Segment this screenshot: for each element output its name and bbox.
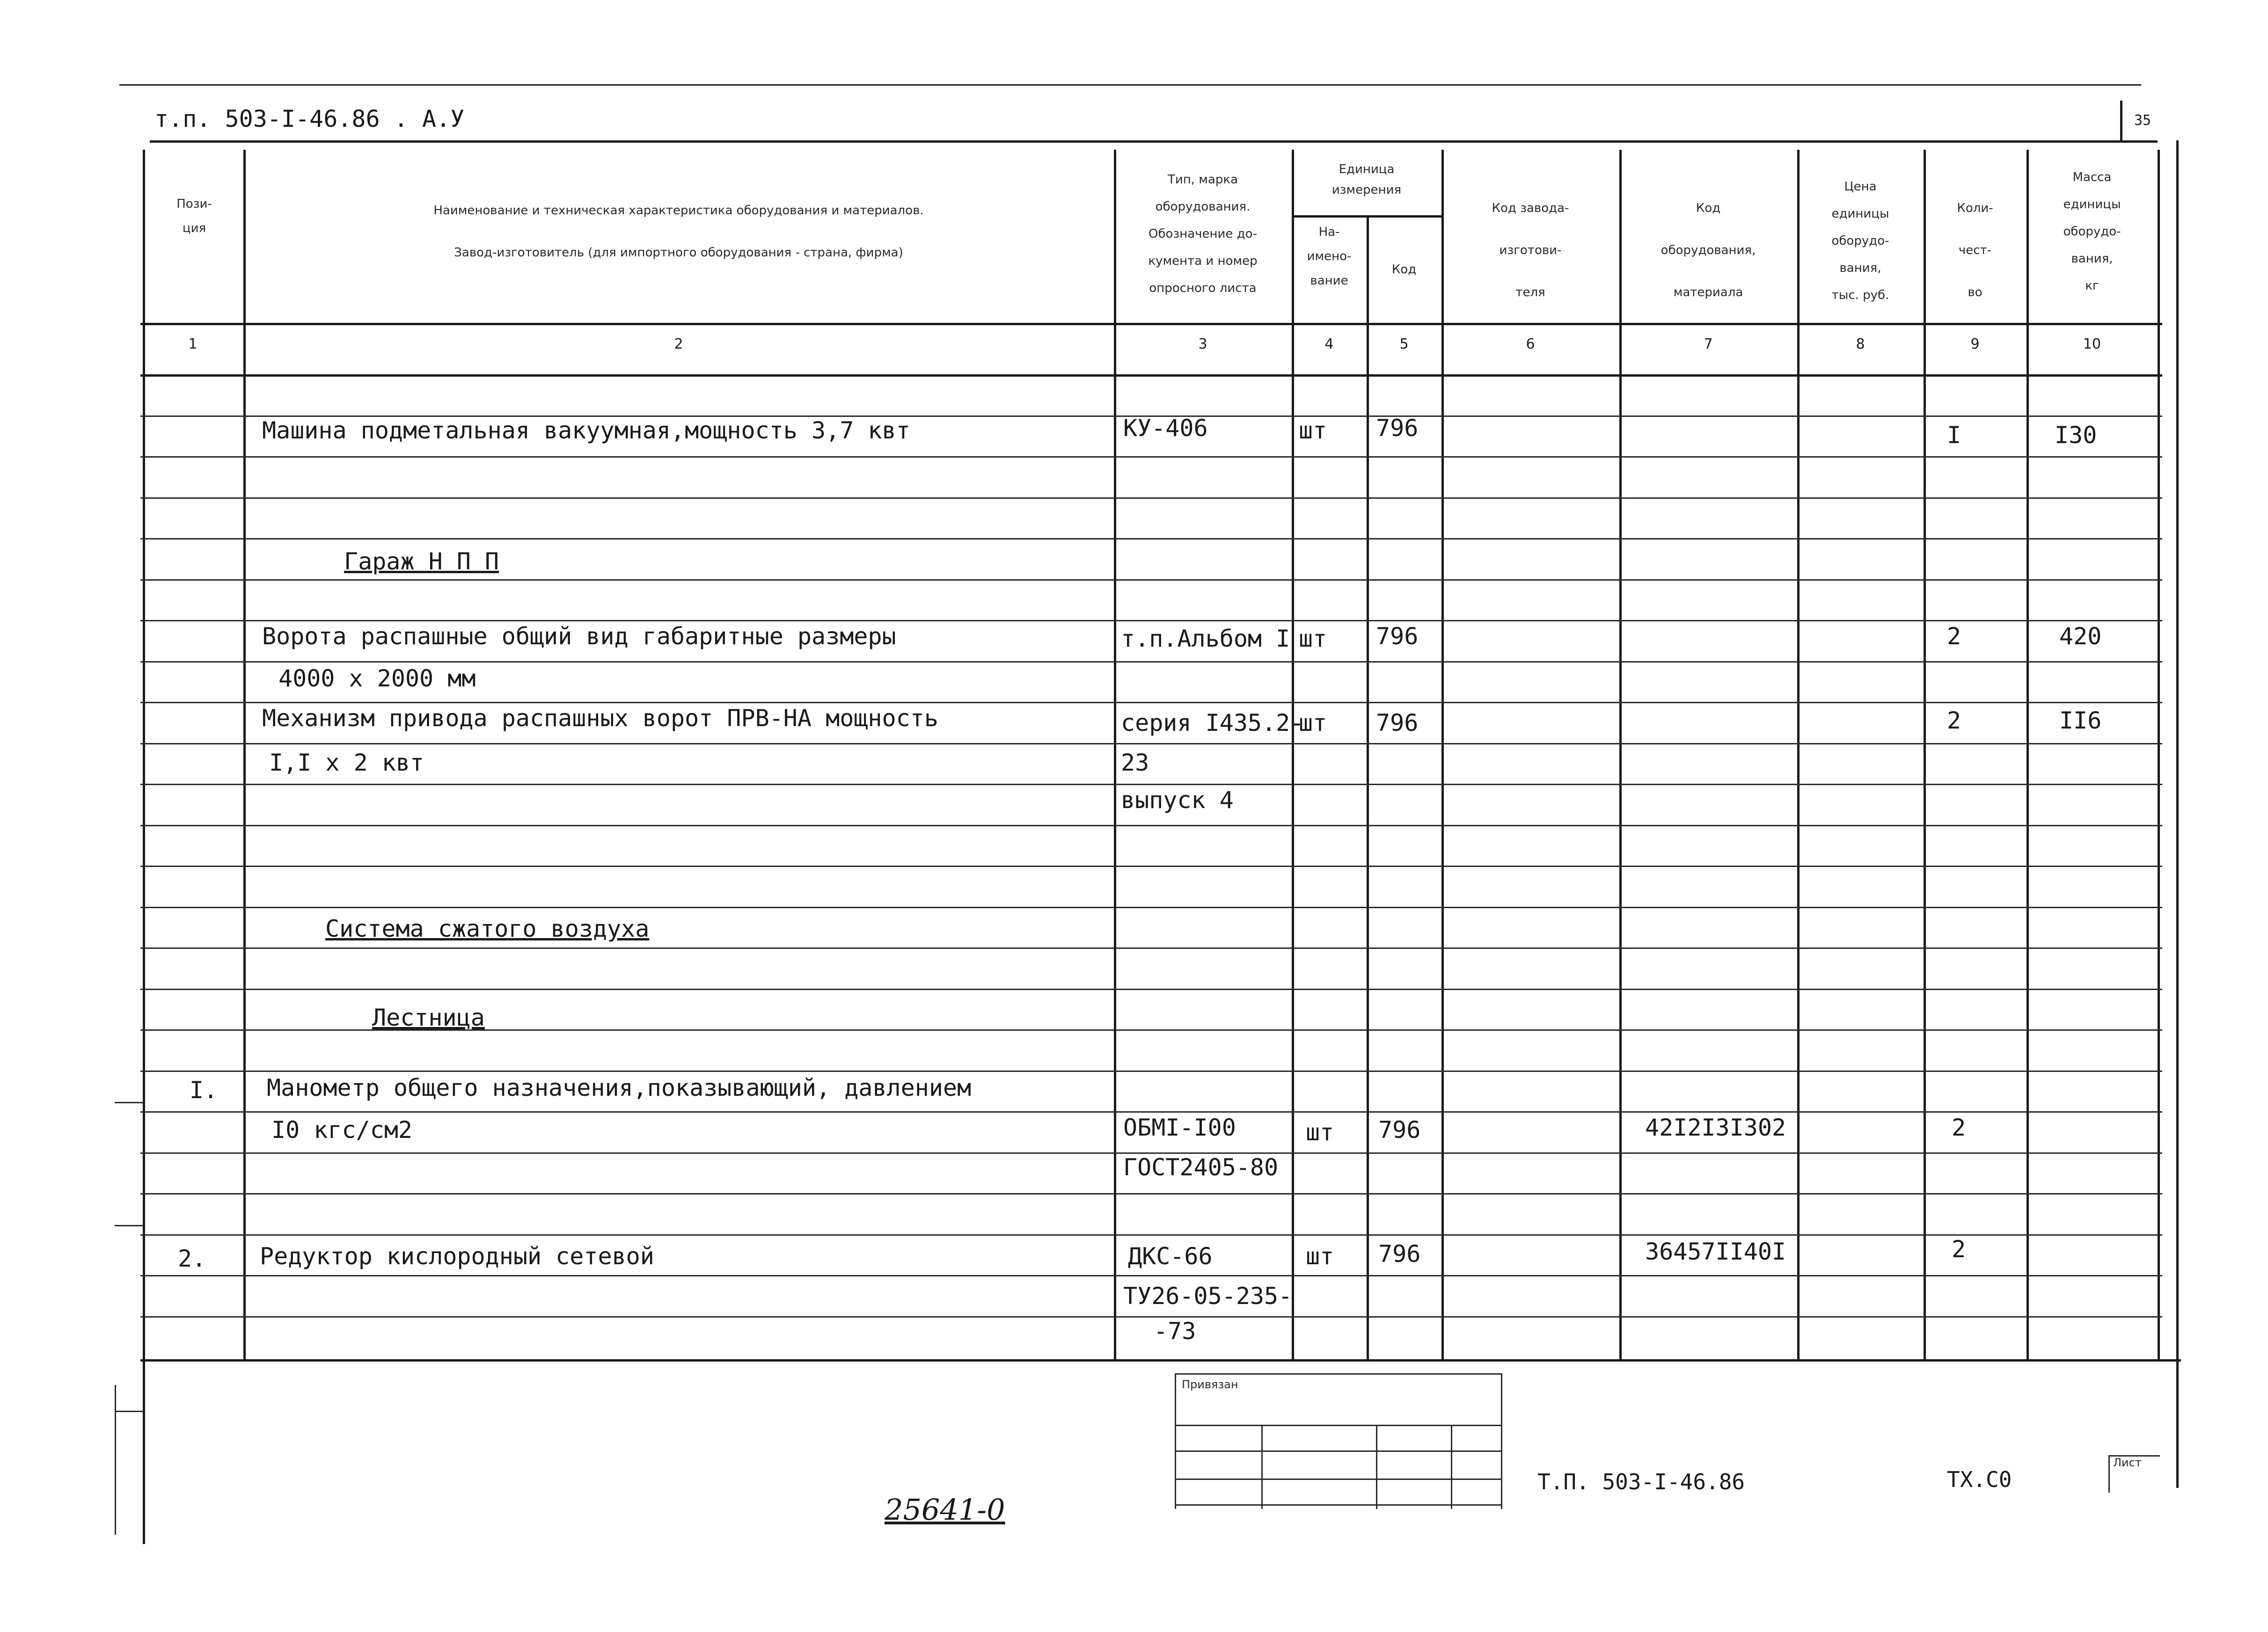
section-garage: Гараж Н П П bbox=[344, 548, 499, 575]
header-mass: Масса единицы оборудо- вания, кг bbox=[2063, 170, 2121, 293]
row5-equipment-code: 36457II40I bbox=[1645, 1238, 1786, 1265]
row1-type: КУ-406 bbox=[1123, 415, 1208, 442]
stamp-col bbox=[1451, 1425, 1452, 1509]
header-quantity: Коли- чест- во bbox=[1957, 201, 1993, 299]
col-line-8 bbox=[1924, 150, 1926, 1362]
header-price: Цена единицы оборудо- вания, тыс. руб. bbox=[1831, 180, 1889, 302]
row2-unit: шт bbox=[1299, 625, 1327, 652]
colnum-3: 3 bbox=[1198, 336, 1207, 352]
colnum-8: 8 bbox=[1856, 336, 1865, 352]
row2-name-cont: 4000 х 2000 мм bbox=[278, 665, 476, 692]
sheet-box-left bbox=[2120, 101, 2122, 143]
header-pos: Пози- ция bbox=[176, 197, 212, 235]
colnum-4: 4 bbox=[1324, 336, 1334, 352]
row-line bbox=[140, 1193, 2162, 1195]
row5-quantity: 2 bbox=[1952, 1236, 1966, 1263]
row1-mass: I30 bbox=[2055, 422, 2097, 449]
row3-mass: II6 bbox=[2059, 707, 2102, 734]
row-line bbox=[140, 1234, 2162, 1236]
row4-position: I. bbox=[190, 1077, 218, 1104]
stamp-col bbox=[1376, 1425, 1377, 1509]
top-border bbox=[119, 84, 2141, 86]
row4-name: Манометр общего назначения,показывающий, давлением bbox=[267, 1074, 972, 1101]
colnum-7: 7 bbox=[1704, 336, 1713, 352]
col-line-3 bbox=[1292, 150, 1294, 1362]
row5-name: Редуктор кислородный сетевой bbox=[260, 1243, 654, 1270]
row-line bbox=[140, 620, 2162, 621]
row2-type: т.п.Альбом I bbox=[1121, 625, 1290, 652]
stamp-rule bbox=[1175, 1425, 1502, 1426]
row4-unit: шт bbox=[1306, 1119, 1334, 1146]
row-line bbox=[140, 743, 2162, 744]
row3-quantity: 2 bbox=[1947, 707, 1961, 734]
row-line bbox=[140, 784, 2162, 785]
col-line-7 bbox=[1797, 150, 1800, 1362]
stamp-right bbox=[1501, 1373, 1502, 1509]
header-rule bbox=[150, 140, 2158, 143]
handwritten-number: 25641-0 bbox=[885, 1493, 1005, 1527]
row-line bbox=[140, 1111, 2162, 1113]
row5-spec-cont: -73 bbox=[1154, 1318, 1196, 1345]
colnum-2: 2 bbox=[674, 336, 683, 352]
left-frame bbox=[143, 150, 145, 1544]
margin-tick bbox=[115, 1411, 143, 1412]
col-line-9 bbox=[2027, 150, 2029, 1362]
title-section: ТХ.С0 bbox=[1947, 1467, 2012, 1492]
row4-unit-code: 796 bbox=[1378, 1116, 1421, 1144]
header-maker-code: Код завода- изготови- теля bbox=[1492, 201, 1569, 299]
row3-name-cont: I,I х 2 квт bbox=[269, 749, 424, 776]
colnum-6: 6 bbox=[1526, 336, 1535, 352]
row-line bbox=[140, 538, 2162, 539]
colnum-5: 5 bbox=[1399, 336, 1409, 352]
row-line bbox=[140, 1316, 2162, 1318]
row4-quantity: 2 bbox=[1952, 1114, 1966, 1141]
unit-sub-rule bbox=[1292, 215, 1441, 218]
col-line-6 bbox=[1619, 150, 1622, 1362]
colnum-1: 1 bbox=[188, 336, 198, 352]
row2-mass: 420 bbox=[2059, 623, 2102, 650]
row-line bbox=[140, 947, 2162, 949]
row-line bbox=[140, 1071, 2162, 1072]
row-line bbox=[140, 989, 2162, 990]
sheet-label: Лист bbox=[2113, 1456, 2142, 1469]
row3-name: Механизм привода распашных ворот ПРВ-НА мощность bbox=[262, 705, 938, 732]
row3-unit-code: 796 bbox=[1376, 709, 1419, 736]
table-bottom bbox=[140, 1359, 2181, 1362]
row-line bbox=[140, 661, 2162, 663]
header-unit: Единица измерения bbox=[1332, 162, 1402, 197]
row-line bbox=[140, 907, 2162, 908]
row1-unit-code: 796 bbox=[1376, 415, 1419, 442]
header-unit-name: На- имено- вание bbox=[1307, 225, 1352, 288]
title-code: Т.П. 503-I-46.86 bbox=[1537, 1469, 1745, 1494]
row4-type: ОБМI-I00 bbox=[1123, 1114, 1236, 1141]
row4-standard: ГОСТ2405-80 bbox=[1123, 1154, 1279, 1181]
colnum-9: 9 bbox=[1970, 336, 1980, 352]
margin-tick bbox=[115, 1225, 143, 1226]
margin-tick bbox=[115, 1102, 143, 1103]
row-line bbox=[140, 579, 2162, 581]
row2-quantity: 2 bbox=[1947, 623, 1961, 650]
header-name: Наименование и техническая характеристика оборудования и материалов. Завод-изготовитель (для импортного оборудования - страна, фирма) bbox=[433, 204, 924, 260]
row1-quantity: I bbox=[1947, 422, 1961, 449]
header-unit-code: Код bbox=[1391, 262, 1417, 277]
row5-spec: ТУ26-05-235- bbox=[1123, 1282, 1293, 1310]
row3-unit: шт bbox=[1299, 709, 1327, 736]
stamp-bottom bbox=[1175, 1504, 1502, 1506]
colnum-10: 10 bbox=[2083, 336, 2101, 352]
col-line-10 bbox=[2158, 150, 2160, 1362]
stamp-rule bbox=[1175, 1450, 1502, 1452]
header-type: Тип, марка оборудования. Обозначение до- кумента и номер опросного листа bbox=[1148, 173, 1258, 295]
right-frame bbox=[2176, 140, 2179, 1488]
col-line-5 bbox=[1441, 150, 1444, 1362]
row1-unit: шт bbox=[1299, 417, 1327, 444]
header-bottom bbox=[140, 323, 2162, 325]
row-line bbox=[140, 1275, 2162, 1276]
col-line-4 bbox=[1367, 215, 1369, 1362]
row5-unit-code: 796 bbox=[1378, 1240, 1421, 1268]
row5-position: 2. bbox=[178, 1245, 206, 1272]
row3-type-issue: выпуск 4 bbox=[1121, 787, 1234, 814]
stamp-rule bbox=[1175, 1479, 1502, 1480]
row-line bbox=[140, 456, 2162, 458]
row2-unit-code: 796 bbox=[1376, 623, 1419, 650]
header-equipment-code: Код оборудования, материала bbox=[1661, 201, 1756, 299]
row1-name: Машина подметальная вакуумная,мощность 3,7 квт bbox=[262, 417, 910, 444]
row-line bbox=[140, 866, 2162, 867]
document-id: т.п. 503-I-46.86 . А.У bbox=[154, 105, 465, 132]
section-subheading: Лестница bbox=[372, 1004, 485, 1031]
row5-type: ДКС-66 bbox=[1128, 1243, 1213, 1270]
row2-name: Ворота распашные общий вид габаритные размеры bbox=[262, 623, 896, 650]
section-compressed-air: Система сжатого воздуха bbox=[325, 915, 650, 942]
row3-type-cont: 23 bbox=[1121, 749, 1149, 776]
stamp-col bbox=[1261, 1425, 1263, 1509]
row5-unit: шт bbox=[1306, 1243, 1334, 1270]
row4-name-cont: I0 кгс/см2 bbox=[271, 1116, 413, 1144]
row-line bbox=[140, 702, 2162, 703]
stamp-left bbox=[1175, 1373, 1176, 1509]
row3-type: серия I435.2- bbox=[1121, 709, 1304, 736]
sheet-number: 35 bbox=[2134, 112, 2151, 129]
sheet-box-rule bbox=[2108, 1455, 2110, 1493]
stamp-label: Привязан bbox=[1182, 1378, 1238, 1391]
row4-equipment-code: 42I2I3I302 bbox=[1645, 1114, 1786, 1141]
numbers-bottom bbox=[140, 374, 2162, 377]
margin-line bbox=[115, 1385, 116, 1535]
row-line bbox=[140, 825, 2162, 826]
col-line-1 bbox=[243, 150, 246, 1362]
col-line-2 bbox=[1114, 150, 1116, 1362]
stamp-top bbox=[1175, 1373, 1502, 1375]
row-line bbox=[140, 497, 2162, 499]
